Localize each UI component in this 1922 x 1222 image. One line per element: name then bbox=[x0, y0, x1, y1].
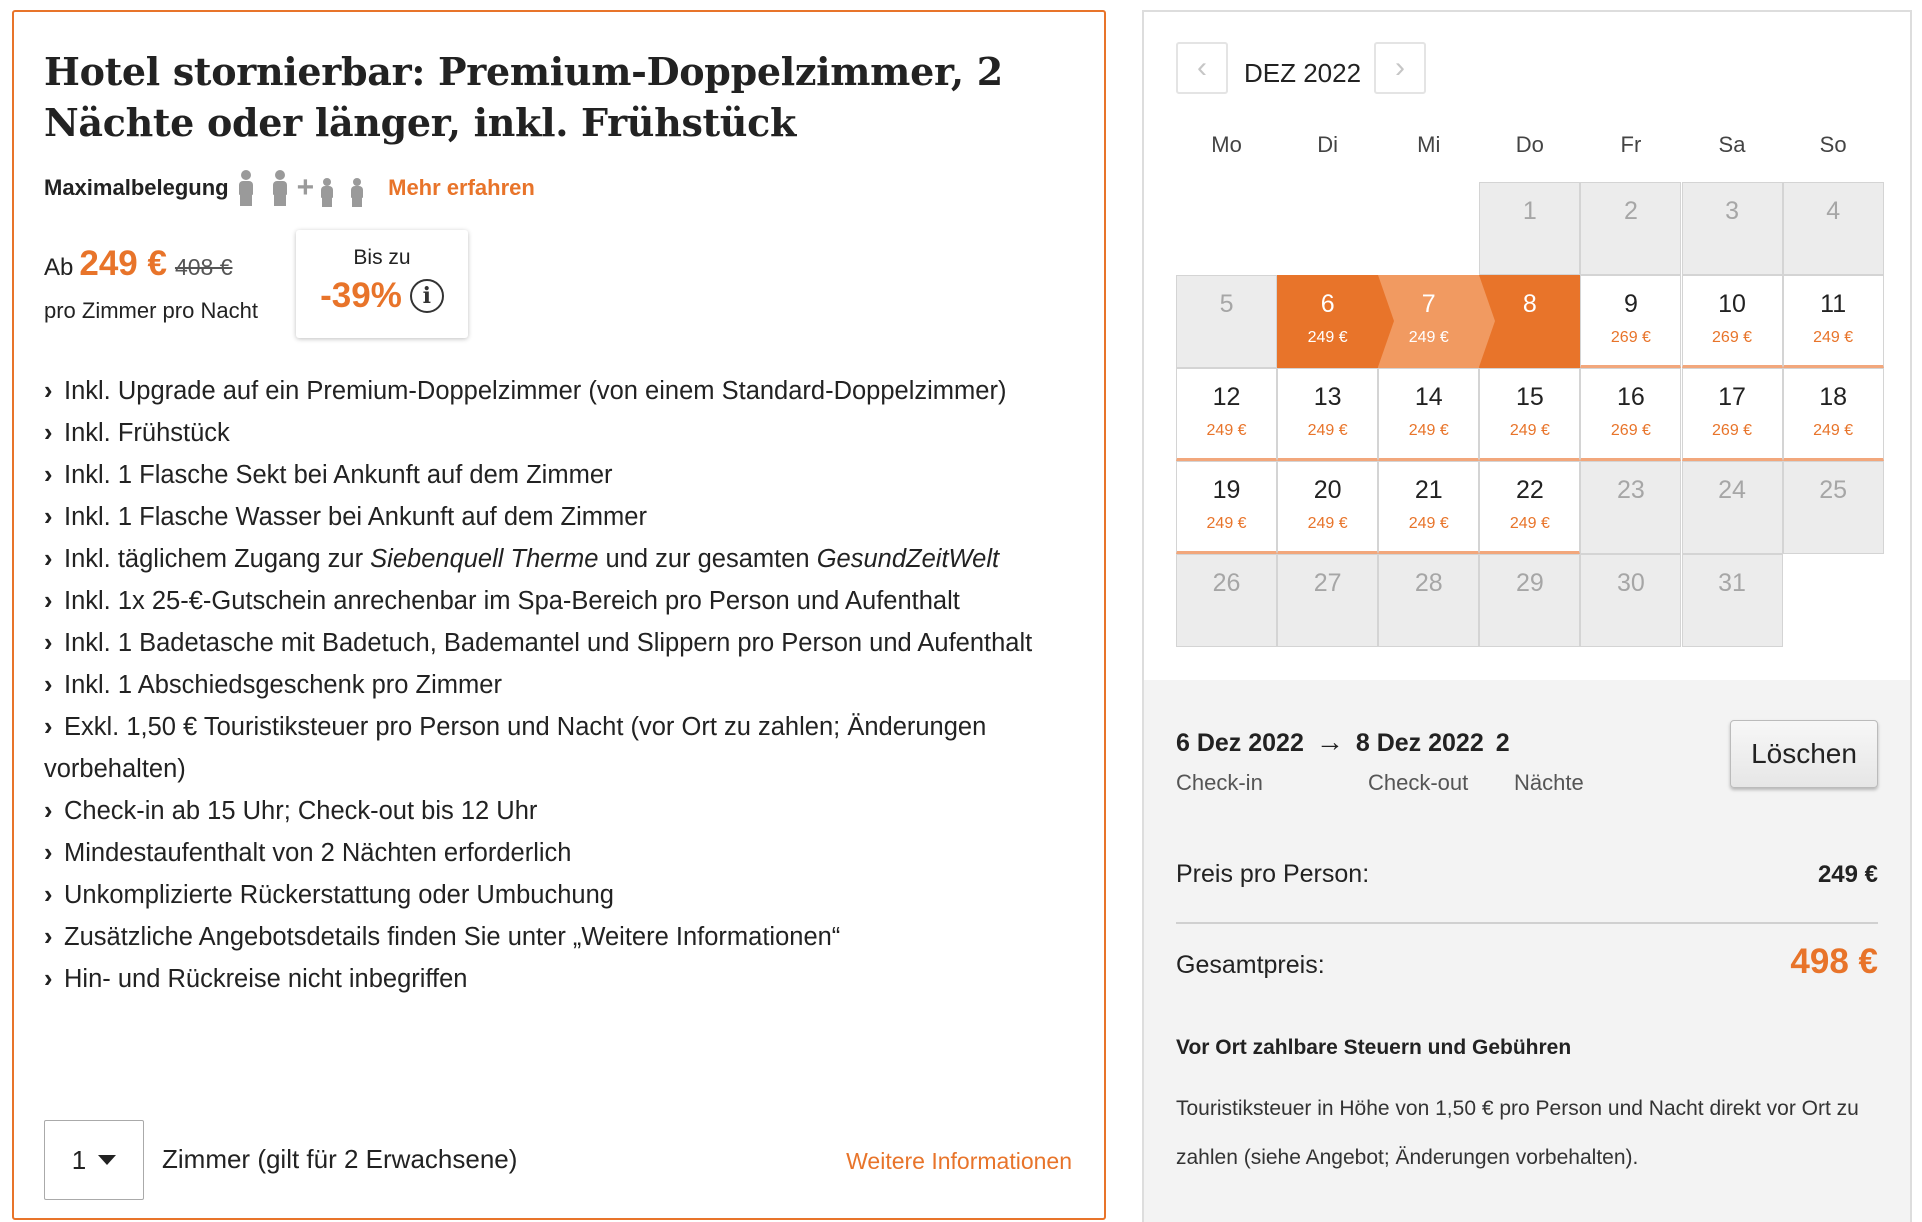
price-prefix: Ab bbox=[44, 254, 74, 281]
selected-dates bbox=[1176, 726, 1510, 758]
info-icon[interactable]: i bbox=[410, 279, 444, 313]
day-number: 1 bbox=[1522, 197, 1537, 225]
room-count-select[interactable] bbox=[44, 1120, 144, 1200]
day-price: 249 € bbox=[1307, 329, 1348, 346]
calendar-day-28 bbox=[1378, 554, 1479, 647]
chevron-down-icon bbox=[98, 1155, 116, 1165]
calendar-day-16[interactable] bbox=[1580, 368, 1681, 461]
weekday-label: Do bbox=[1515, 132, 1544, 157]
occupancy-row bbox=[44, 168, 535, 208]
calendar-day-4 bbox=[1783, 182, 1884, 275]
calendar-day-3 bbox=[1682, 182, 1783, 275]
feature-item-continued: vorbehalten) bbox=[44, 755, 186, 783]
day-number: 15 bbox=[1515, 383, 1544, 411]
calendar-day-29 bbox=[1479, 554, 1580, 647]
feature-item: › Mindestaufenthalt von 2 Nächten erforderlich bbox=[44, 839, 572, 867]
day-price: 249 € bbox=[1813, 422, 1854, 439]
per-person-value: 249 € bbox=[1817, 861, 1878, 888]
total-row bbox=[1176, 942, 1878, 982]
booking-panel bbox=[1142, 10, 1912, 1222]
current-price: 249 € bbox=[79, 244, 167, 283]
day-price: 249 € bbox=[1813, 329, 1854, 346]
day-number: 30 bbox=[1617, 569, 1645, 597]
per-person-label: Preis pro Person: bbox=[1176, 860, 1370, 888]
calendar-day-30 bbox=[1580, 554, 1681, 647]
calendar-day-31 bbox=[1682, 554, 1783, 647]
calendar-day-26 bbox=[1176, 554, 1277, 647]
day-price: 249 € bbox=[1206, 515, 1247, 532]
calendar-day-9[interactable] bbox=[1580, 275, 1681, 368]
discount-badge bbox=[296, 230, 468, 338]
day-number: 18 bbox=[1819, 383, 1848, 411]
adult-icon bbox=[271, 168, 289, 208]
day-price: 249 € bbox=[1307, 422, 1348, 439]
day-number: 11 bbox=[1820, 290, 1847, 318]
calendar-day-2 bbox=[1580, 182, 1681, 275]
calendar-day-10[interactable] bbox=[1682, 275, 1783, 368]
feature-item: › Zusätzliche Angebotsdetails finden Sie unter „Weitere Informationen“ bbox=[44, 923, 841, 951]
calendar-day-17[interactable] bbox=[1682, 368, 1783, 461]
day-number: 12 bbox=[1212, 383, 1241, 411]
discount-label: Bis zu bbox=[353, 246, 411, 269]
more-information-link[interactable]: Weitere Informationen bbox=[846, 1148, 1072, 1174]
prev-month-button[interactable] bbox=[1176, 42, 1228, 94]
feature-item: › Inkl. Upgrade auf ein Premium-Doppelzimmer (von einem Standard-Doppelzimmer) bbox=[44, 377, 1007, 405]
day-price: 269 € bbox=[1610, 422, 1651, 439]
day-number: 17 bbox=[1718, 383, 1746, 411]
day-price: 249 € bbox=[1408, 515, 1449, 532]
calendar-day-6[interactable] bbox=[1277, 275, 1378, 368]
day-number: 25 bbox=[1819, 476, 1848, 504]
feature-item: › Inkl. 1 Flasche Wasser bei Ankunft auf dem Zimmer bbox=[44, 503, 647, 531]
more-info-occupancy-link[interactable]: Mehr erfahren bbox=[388, 175, 535, 200]
booking-summary bbox=[1144, 680, 1910, 1222]
arrow-right-icon: → bbox=[1315, 726, 1344, 757]
calendar-day-5 bbox=[1176, 275, 1277, 368]
chevron-left-icon: ‹ bbox=[1197, 51, 1207, 84]
price-block bbox=[44, 244, 258, 324]
nights-count: 2 bbox=[1495, 729, 1510, 757]
feature-item: › Inkl. Frühstück bbox=[44, 419, 230, 447]
offer-panel bbox=[12, 10, 1106, 1220]
total-value: 498 € bbox=[1790, 942, 1878, 981]
day-number: 23 bbox=[1617, 476, 1645, 504]
checkin-date: 6 Dez 2022 bbox=[1176, 729, 1304, 757]
clear-button[interactable]: Löschen bbox=[1730, 720, 1878, 788]
calendar-day-19[interactable] bbox=[1176, 461, 1277, 554]
weekday-header bbox=[1176, 132, 1884, 158]
calendar-day-13[interactable] bbox=[1277, 368, 1378, 461]
day-number: 9 bbox=[1623, 290, 1638, 318]
day-price: 249 € bbox=[1206, 422, 1247, 439]
adult-icon bbox=[237, 168, 255, 208]
calendar-day-15[interactable] bbox=[1479, 368, 1580, 461]
range-arrow-shape bbox=[1378, 275, 1394, 367]
weekday-label: So bbox=[1819, 132, 1847, 157]
discount-value: -39% bbox=[320, 276, 402, 315]
calendar-day-11[interactable] bbox=[1783, 275, 1884, 368]
day-number: 13 bbox=[1313, 383, 1342, 411]
month-label: DEZ 2022 bbox=[1244, 58, 1362, 88]
offer-title: Hotel stornierbar: Premium-Doppelzimmer, 2 Nächte oder länger, inkl. Frühstück bbox=[44, 49, 1003, 145]
checkout-label: Check-out bbox=[1368, 770, 1469, 795]
day-number: 29 bbox=[1515, 569, 1544, 597]
feature-item: › Inkl. 1 Abschiedsgeschenk pro Zimmer bbox=[44, 671, 502, 699]
day-price: 249 € bbox=[1408, 329, 1449, 346]
tax-title: Vor Ort zahlbare Steuern und Gebühren bbox=[1176, 1036, 1572, 1059]
child-icon bbox=[350, 176, 364, 208]
total-label: Gesamtpreis: bbox=[1176, 951, 1325, 979]
checkout-date: 8 Dez 2022 bbox=[1355, 729, 1484, 757]
calendar-day-14[interactable] bbox=[1378, 368, 1479, 461]
day-number: 19 bbox=[1212, 476, 1241, 504]
weekday-label: Mo bbox=[1211, 132, 1242, 157]
plus-icon: + bbox=[296, 171, 315, 204]
day-number: 31 bbox=[1718, 569, 1746, 597]
day-price: 269 € bbox=[1610, 329, 1651, 346]
day-number: 14 bbox=[1414, 383, 1443, 411]
price-unit: pro Zimmer pro Nacht bbox=[44, 298, 258, 323]
day-number: 7 bbox=[1421, 290, 1436, 318]
feature-item: › Hin- und Rückreise nicht inbegriffen bbox=[44, 965, 468, 993]
day-price: 249 € bbox=[1509, 515, 1550, 532]
next-month-button[interactable] bbox=[1374, 42, 1426, 94]
weekday-label: Fr bbox=[1620, 132, 1642, 157]
day-number: 20 bbox=[1313, 476, 1342, 504]
feature-item: › Exkl. 1,50 € Touristiksteuer pro Person und Nacht (vor Ort zu zahlen; Änderungen bbox=[44, 713, 987, 741]
checkin-label: Check-in bbox=[1176, 770, 1263, 795]
calendar-day-12[interactable] bbox=[1176, 368, 1277, 461]
day-number: 28 bbox=[1414, 569, 1443, 597]
calendar-day-24 bbox=[1682, 461, 1783, 554]
old-price: 408 € bbox=[174, 254, 233, 280]
feature-item: › Inkl. 1x 25-€-Gutschein anrechenbar im Spa-Bereich pro Person und Aufenthalt bbox=[44, 587, 960, 615]
day-number: 8 bbox=[1522, 290, 1537, 318]
weekday-label: Mi bbox=[1417, 132, 1441, 157]
feature-item: › Inkl. 1 Flasche Sekt bei Ankunft auf dem Zimmer bbox=[44, 461, 613, 489]
day-number: 21 bbox=[1414, 476, 1443, 504]
day-price: 249 € bbox=[1307, 515, 1348, 532]
day-number: 4 bbox=[1826, 197, 1841, 225]
calendar-day-25 bbox=[1783, 461, 1884, 554]
feature-item: › Inkl. 1 Badetasche mit Badetuch, Bademantel und Slippern pro Person und Aufenthalt bbox=[44, 629, 1033, 657]
occupancy-label: Maximalbelegung bbox=[44, 175, 229, 200]
day-number: 24 bbox=[1718, 476, 1746, 504]
calendar-day-1 bbox=[1479, 182, 1580, 275]
day-number: 22 bbox=[1515, 476, 1544, 504]
feature-item: › Check-in ab 15 Uhr; Check-out bis 12 Uhr bbox=[44, 797, 538, 825]
feature-item-therme: › Inkl. täglichem Zugang zur Siebenquell Therme und zur gesamten GesundZeitWelt bbox=[44, 545, 1000, 573]
calendar-day-22[interactable] bbox=[1479, 461, 1580, 554]
calendar-day-18[interactable] bbox=[1783, 368, 1884, 461]
feature-list bbox=[44, 370, 1094, 1000]
day-price: 269 € bbox=[1712, 422, 1753, 439]
day-price: 269 € bbox=[1712, 329, 1753, 346]
day-number: 3 bbox=[1725, 197, 1739, 225]
day-number: 27 bbox=[1313, 569, 1342, 597]
day-number: 10 bbox=[1718, 290, 1746, 318]
calendar-day-27 bbox=[1277, 554, 1378, 647]
nights-label: Nächte bbox=[1514, 770, 1584, 795]
feature-item: › Unkomplizierte Rückerstattung oder Umbuchung bbox=[44, 881, 614, 909]
weekday-label: Di bbox=[1317, 132, 1339, 157]
child-icon bbox=[320, 176, 334, 208]
day-number: 5 bbox=[1219, 290, 1234, 318]
tax-text: Touristiksteuer in Höhe von 1,50 € pro Person und Nacht direkt vor Ort zu zahlen (siehe Angebot; Änderungen vorbehalten). bbox=[1176, 1097, 1859, 1169]
range-arrow-shape bbox=[1479, 275, 1495, 367]
day-number: 6 bbox=[1320, 290, 1335, 318]
day-number: 16 bbox=[1617, 383, 1645, 411]
day-price: 249 € bbox=[1509, 422, 1550, 439]
day-number: 26 bbox=[1212, 569, 1241, 597]
per-person-row bbox=[1176, 860, 1878, 889]
calendar-day-21[interactable] bbox=[1378, 461, 1479, 554]
day-price: 249 € bbox=[1408, 422, 1449, 439]
divider bbox=[1176, 922, 1878, 924]
day-number: 2 bbox=[1623, 197, 1638, 225]
room-count-value: 1 bbox=[71, 1144, 87, 1175]
chevron-right-icon: › bbox=[1395, 51, 1405, 84]
calendar-day-20[interactable] bbox=[1277, 461, 1378, 554]
calendar-day-23 bbox=[1580, 461, 1681, 554]
weekday-label: Sa bbox=[1718, 132, 1746, 157]
room-label: Zimmer (gilt für 2 Erwachsene) bbox=[162, 1144, 518, 1174]
